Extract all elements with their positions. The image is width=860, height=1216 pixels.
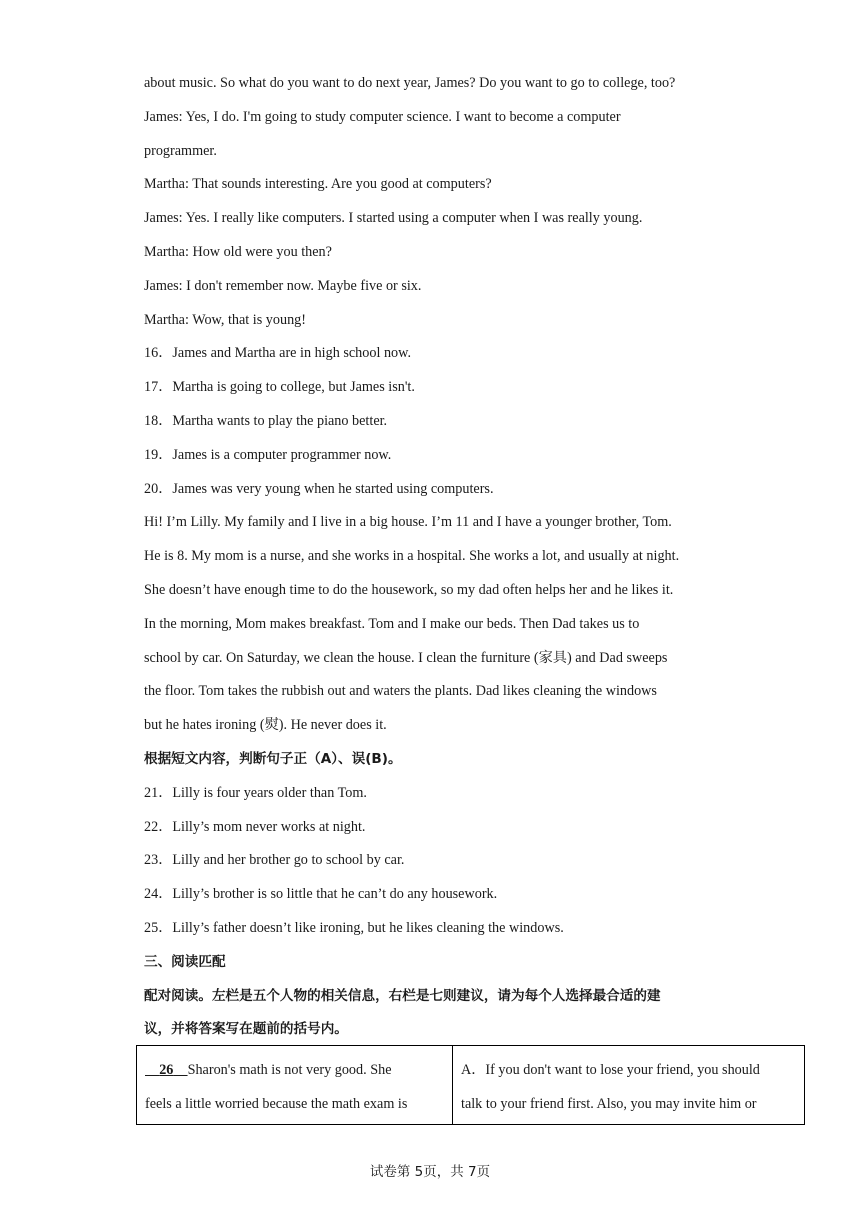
dialogue-line: programmer. [144,143,217,159]
question-25: 25．Lilly’s father doesn’t like ironing, but he likes cleaning the windows. [144,920,564,936]
matching-table [136,1045,805,1125]
page-footer: 试卷第 5页，共 7页 [369,1164,491,1180]
dialogue-line: Martha: How old were you then? [144,244,332,260]
advice-line: A．If you don't want to lose your friend, you should [461,1062,760,1078]
dialogue-line: Martha: Wow, that is young! [144,312,306,328]
passage-line: Hi! I’m Lilly. My family and I live in a big house. I’m 11 and I have a younger brother, Tom. [144,514,672,530]
passage-line: the floor. Tom takes the rubbish out and waters the plants. Dad likes cleaning the windows [144,683,657,699]
question-24: 24．Lilly’s brother is so little that he can’t do any housework. [144,886,498,902]
person-info-text: Sharon's math is not very good. She [187,1062,392,1078]
person-cell-line [145,1061,444,1079]
advice-line: talk to your friend first. Also, you may invite him or [461,1096,757,1112]
question-18: 18．Martha wants to play the piano better. [144,413,388,429]
question-22: 22．Lilly’s mom never works at night. [144,819,366,835]
passage-line: but he hates ironing (熨). He never does it. [144,717,387,733]
passage-line: She doesn’t have enough time to do the housework, so my dad often helps her and he likes it. [144,582,674,598]
passage-line: He is 8. My mom is a nurse, and she works in a hospital. She works a lot, and usually at night. [144,548,680,564]
question-17: 17．Martha is going to college, but James isn't. [144,379,415,395]
answer-blank-26[interactable] [145,1062,188,1078]
question-number: 26 [159,1062,174,1078]
question-16: 16．James and Martha are in high school now. [144,345,412,361]
question-19: 19．James is a computer programmer now. [144,447,392,463]
passage-line: In the morning, Mom makes breakfast. Tom and I make our beds. Then Dad takes us to [144,616,640,632]
person-cell-26 [137,1046,453,1125]
dialogue-line: James: Yes. I really like computers. I started using a computer when I was really young. [144,210,643,226]
person-cell-line: feels a little worried because the math exam is [145,1096,408,1112]
section-heading: 三、阅读匹配 [144,954,226,970]
question-23: 23．Lilly and her brother go to school by car. [144,852,405,868]
section-instruction-line: 配对阅读。左栏是五个人物的相关信息，右栏是七则建议，请为每个人选择最合适的建 [144,988,661,1004]
question-21: 21．Lilly is four years older than Tom. [144,785,367,801]
dialogue-line: James: I don't remember now. Maybe five or six. [144,278,422,294]
judgement-instruction: 根据短文内容，判断句子正（A）、误(B)。 [144,751,402,767]
dialogue-line: James: Yes, I do. I'm going to study computer science. I want to become a computer [144,109,621,125]
dialogue-line: Martha: That sounds interesting. Are you good at computers? [144,176,492,192]
passage-line: school by car. On Saturday, we clean the house. I clean the furniture (家具) and Dad sweeps [144,650,668,666]
advice-cell-a [453,1046,805,1125]
question-20: 20．James was very young when he started using computers. [144,481,494,497]
dialogue-line: about music. So what do you want to do next year, James? Do you want to go to college, too? [144,75,676,91]
section-instruction-line: 议，并将答案写在题前的括号内。 [144,1021,348,1037]
